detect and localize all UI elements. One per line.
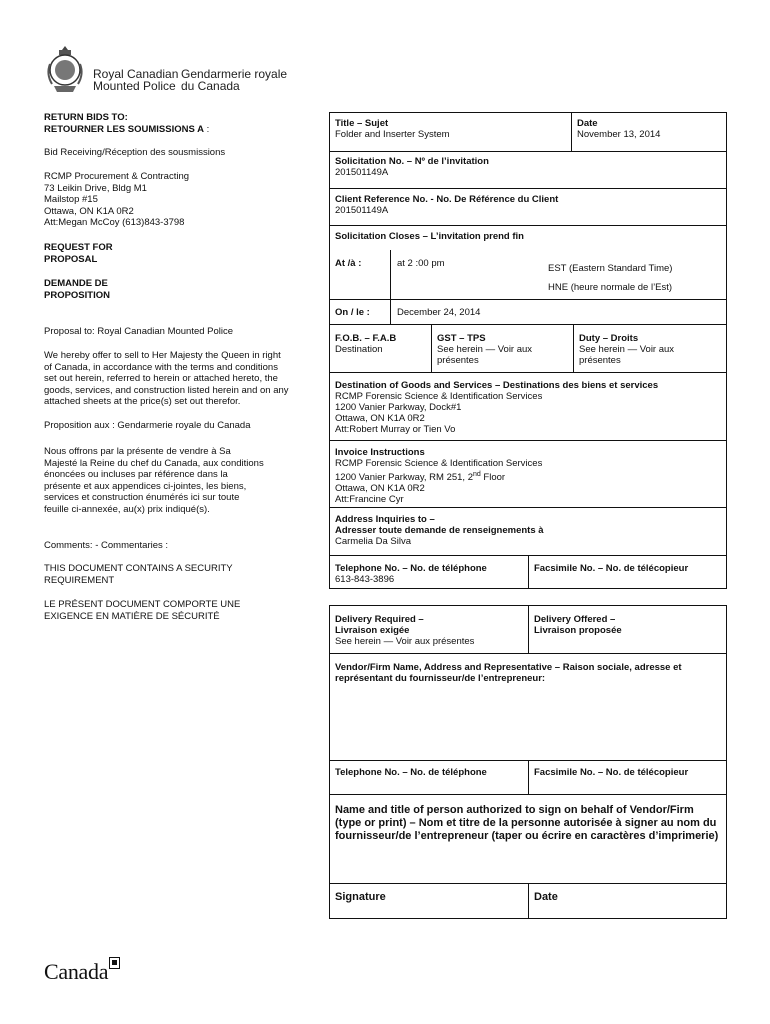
gst-cell [433, 331, 571, 368]
offer-en-line: We hereby offer to sell to Her Majesty the Queen in right [44, 350, 281, 361]
offer-fr-line: feuille ci-annexée, au(x) prix indiqué(s). [44, 503, 210, 515]
offer-en-line: attached sheets at the price(s) set out therefor. [44, 396, 241, 407]
facsimile-label: Facsimile No. – No. de télécopieur [534, 563, 689, 574]
fob-label: F.O.B. – F.A.B [335, 333, 397, 344]
offer-fr-line: Majesté la Reine du chef du Canada, aux conditions [44, 457, 264, 469]
at-label: At /à : [335, 258, 362, 269]
vendor-telephone-label: Telephone No. – No. de téléphone [335, 767, 487, 778]
fob-cell [331, 331, 429, 357]
flag-icon [109, 957, 120, 969]
address-line: Ottawa, ON K1A 0R2 [44, 205, 134, 217]
telephone-label: Telephone No. – No. de téléphone [335, 563, 487, 574]
destination-line: Ottawa, ON K1A 0R2 [335, 413, 425, 424]
agency-signature [93, 68, 287, 92]
fob-value: Destination [335, 344, 383, 355]
tz-fr: HNE (heure normale de l’Est) [548, 282, 673, 293]
title-value: Folder and Inserter System [335, 129, 450, 140]
vendor-telephone-cell[interactable] [331, 765, 527, 780]
signer-name-cell[interactable] [331, 802, 725, 882]
offer-fr-line: énoncées ou incluses par référence dans la [44, 469, 228, 480]
telephone-cell [331, 561, 527, 587]
solicitation-label: Solicitation No. – Nº de l’invitation [335, 156, 489, 167]
security-fr-line: LE PRÉSENT DOCUMENT COMPORTE UNE [44, 599, 241, 610]
security-fr [44, 599, 316, 622]
inquiries-value: Carmelia Da Silva [335, 536, 412, 547]
return-bids-en: RETURN BIDS TO: [44, 112, 128, 123]
offer-en-line: of Canada, in accordance with the terms and conditions [44, 361, 278, 373]
signature-label: Signature [335, 891, 386, 903]
agency-name-en-1: Royal Canadian [93, 67, 179, 81]
bid-receiving: Bid Receiving/Réception des sousmissions [44, 147, 226, 158]
delivery-offered-cell [530, 612, 725, 638]
canada-wordmark-text: Canada [44, 959, 109, 984]
solicitation-value: 201501149A [335, 167, 389, 178]
offer-fr [44, 446, 316, 515]
destination-label: Destination of Goods and Services – Destinations des biens et services [335, 380, 659, 391]
agency-name-fr-2: du Canada [181, 79, 240, 93]
signature-date-cell[interactable] [530, 889, 725, 917]
address-line: Att:Megan McCoy (613)843-3798 [44, 217, 185, 228]
title-cell [331, 116, 569, 142]
at-value: at 2 :00 pm [397, 258, 445, 269]
vendor-cell[interactable] [331, 660, 725, 758]
invoice-line-sup: nd [473, 471, 481, 478]
security-en-line: THIS DOCUMENT CONTAINS A SECURITY [44, 563, 233, 574]
duty-cell [575, 331, 725, 368]
delivery-required-cell [331, 612, 527, 649]
ddp-line: PROPOSITION [44, 289, 110, 301]
offer-en [44, 350, 316, 408]
title-label: Title – Sujet [335, 118, 389, 129]
agency-name-fr-1: Gendarmerie royale [181, 67, 288, 81]
offer-fr-line: services et construction énumérés ici sur toute [44, 492, 240, 503]
demande-de-proposition [44, 278, 316, 301]
offer-fr-line: Nous offrons par la présente de vendre à Sa [44, 446, 231, 457]
ddp-line: DEMANDE DE [44, 278, 108, 289]
date-cell [573, 116, 725, 142]
facsimile-cell [530, 561, 725, 576]
return-address [44, 171, 316, 229]
gst-value: présentes [437, 355, 479, 366]
duty-value: présentes [579, 355, 621, 366]
invoice-line-part: 1200 Vanier Parkway, RM 251, 2 [335, 472, 473, 484]
agency-name-en-2: Mounted Police [93, 79, 176, 93]
solicitation-cell [331, 154, 725, 180]
inquiries-label: Address Inquiries to – [335, 514, 435, 525]
client-ref-value: 201501149A [335, 205, 389, 216]
duty-value: See herein — Voir aux [579, 344, 675, 355]
invoice-line: Ottawa, ON K1A 0R2 [335, 483, 425, 495]
vendor-label: Vendor/Firm Name, Address and Representative – Raison sociale, adresse et représentant du fournisseur/de l’entrepreneur: [335, 662, 682, 684]
offer-en-line: set out herein, referred to herein or attached hereto, the [44, 373, 278, 384]
client-ref-label: Client Reference No. - No. De Référence du Client [335, 194, 559, 205]
telephone-value: 613-843-3896 [335, 574, 395, 585]
security-fr-line: EXIGENCE EN MATIÈRE DE SÉCURITÉ [44, 610, 220, 622]
signature-date-label: Date [534, 891, 558, 903]
date-label: Date [577, 118, 598, 129]
closes-cell [331, 229, 725, 244]
delivery-required-value: See herein — Voir aux présentes [335, 636, 475, 647]
canada-wordmark [44, 957, 120, 985]
invoice-line: RCMP Forensic Science & Identification Services [335, 458, 543, 469]
return-bids-colon: : [203, 123, 210, 135]
comments: Comments: - Commentaries : [44, 540, 169, 551]
destination-line: Att:Robert Murray or Tien Vo [335, 424, 456, 435]
invoice-line-part: Floor [480, 472, 506, 484]
destination-line: 1200 Vanier Parkway, Dock#1 [335, 402, 462, 413]
rcmp-crest-icon [44, 44, 86, 94]
delivery-offered-label: Livraison proposée [534, 625, 622, 636]
destination-cell [331, 378, 725, 437]
client-ref-cell [331, 192, 725, 218]
security-en-line: REQUIREMENT [44, 574, 115, 586]
signature-cell[interactable] [331, 889, 527, 917]
return-bids-fr: RETOURNER LES SOUMISSIONS A [44, 123, 204, 135]
rfp-line: REQUEST FOR [44, 242, 113, 253]
gst-value: See herein — Voir aux [437, 344, 533, 355]
invoice-line [335, 469, 721, 483]
inquiries-cell [331, 512, 725, 549]
invoice-line: Att:Francine Cyr [335, 494, 404, 506]
vendor-facsimile-cell[interactable] [530, 765, 725, 780]
offer-en-line: goods, services, and construction listed herein and on any [44, 384, 289, 396]
on-value: December 24, 2014 [397, 307, 481, 318]
closes-label: Solicitation Closes – L’invitation prend fin [335, 231, 524, 242]
request-for-proposal [44, 242, 316, 265]
destination-line: RCMP Forensic Science & Identification Services [335, 391, 543, 402]
delivery-required-label: Delivery Required – [335, 614, 424, 625]
duty-label: Duty – Droits [579, 333, 639, 344]
signer-name-label: Name and title of person authorized to sign on behalf of Vendor/Firm (type or print) – Nom et titre de la personne autorisée à signer au nom du fournisseur/de l’entrepreneur (taper ou écrire en caractères d’imprimerie) [335, 804, 719, 842]
address-line: 73 Leikin Drive, Bldg M1 [44, 182, 147, 194]
delivery-offered-label: Delivery Offered – [534, 614, 616, 625]
address-line: RCMP Procurement & Contracting [44, 171, 190, 182]
invoice-label: Invoice Instructions [335, 447, 425, 458]
tz-en: EST (Eastern Standard Time) [548, 263, 673, 274]
address-line: Mailstop #15 [44, 194, 98, 205]
proposal-to: Proposal to: Royal Canadian Mounted Police [44, 326, 234, 337]
inquiries-label: Adresser toute demande de renseignements à [335, 525, 544, 536]
delivery-required-label: Livraison exigée [335, 625, 410, 636]
return-bids-heading [44, 112, 316, 135]
rfp-line: PROPOSAL [44, 253, 98, 265]
offer-fr-line: présente et aux appendices ci-jointes, les biens, [44, 480, 247, 492]
invoice-cell [331, 445, 725, 507]
gst-label: GST – TPS [437, 333, 486, 344]
security-en [44, 563, 316, 586]
on-label: On / le : [335, 307, 370, 318]
proposition-aux: Proposition aux : Gendarmerie royale du Canada [44, 420, 251, 431]
vendor-facsimile-label: Facsimile No. – No. de télécopieur [534, 767, 689, 778]
date-value: November 13, 2014 [577, 129, 661, 140]
